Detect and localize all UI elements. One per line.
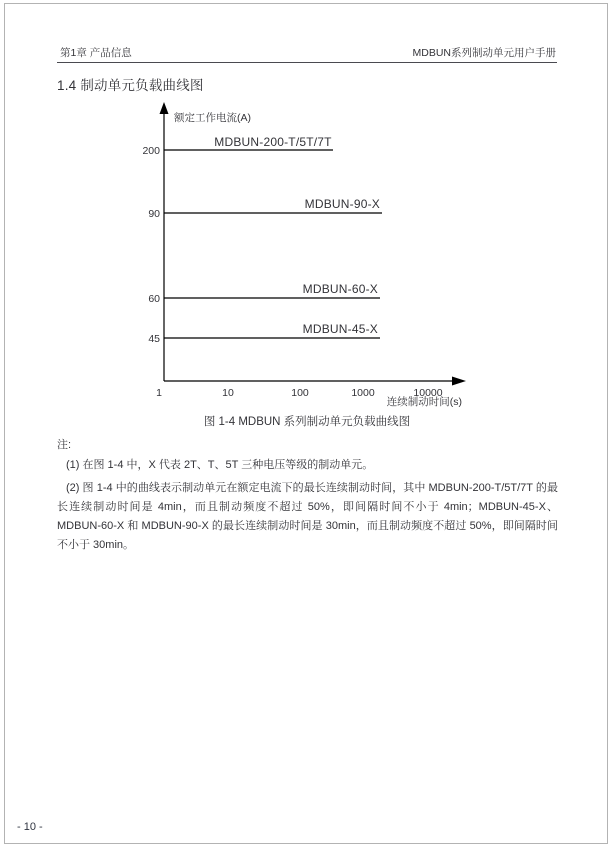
- y-tick-90: 90: [148, 208, 160, 220]
- y-axis-arrow-icon: [160, 102, 169, 114]
- load-curve-chart: [120, 100, 520, 412]
- y-tick-60: 60: [148, 293, 160, 305]
- note-2: (2) 图 1-4 中的曲线表示制动单元在额定电流下的最长连续制动时间，其中 MDBUN-200-T/5T/7T 的最长连续制动时间是 4min，而且制动频度不超过 50%，即间隔时间不小于 4min；MDBUN-45-X、MDBUN-60-X 和 MDBUN-90-X 的最长连续制动时间是 30min，而且制动频度不超过 50%，即间隔时间不小于 30min。: [57, 482, 558, 551]
- y-tick-200: 200: [142, 145, 160, 157]
- figure-caption: 图 1-4 MDBUN 系列制动单元负载曲线图: [203, 416, 411, 428]
- x-axis-arrow-icon: [452, 377, 466, 386]
- curve-label-mdbun-90: MDBUN-90-X: [304, 197, 380, 211]
- y-tick-45: 45: [148, 333, 160, 345]
- x-tick-100: 100: [291, 387, 309, 399]
- curve-label-mdbun-200: MDBUN-200-T/5T/7T: [214, 135, 332, 149]
- y-axis-title: 额定工作电流(A): [174, 112, 251, 124]
- header-chapter: 第1章 产品信息: [60, 47, 132, 59]
- section-title: 1.4 制动单元负载曲线图: [57, 78, 204, 93]
- x-axis-title: 连续制动时间(s): [386, 396, 462, 408]
- header-manual-title: MDBUN系列制动单元用户手册: [412, 47, 556, 59]
- x-tick-1: 1: [156, 387, 162, 399]
- curve-label-mdbun-60: MDBUN-60-X: [302, 282, 378, 296]
- note-1: (1) 在图 1-4 中，X 代表 2T、T、5T 三种电压等级的制动单元。: [66, 459, 374, 471]
- notes-label: 注:: [57, 439, 72, 451]
- load-curve-svg: [120, 100, 520, 412]
- x-tick-10: 10: [222, 387, 234, 399]
- x-tick-10000: 10000: [413, 387, 443, 399]
- page-number: - 10 -: [17, 821, 43, 833]
- header-rule: [57, 62, 557, 63]
- x-tick-1000: 1000: [351, 387, 375, 399]
- curve-label-mdbun-45: MDBUN-45-X: [302, 322, 378, 336]
